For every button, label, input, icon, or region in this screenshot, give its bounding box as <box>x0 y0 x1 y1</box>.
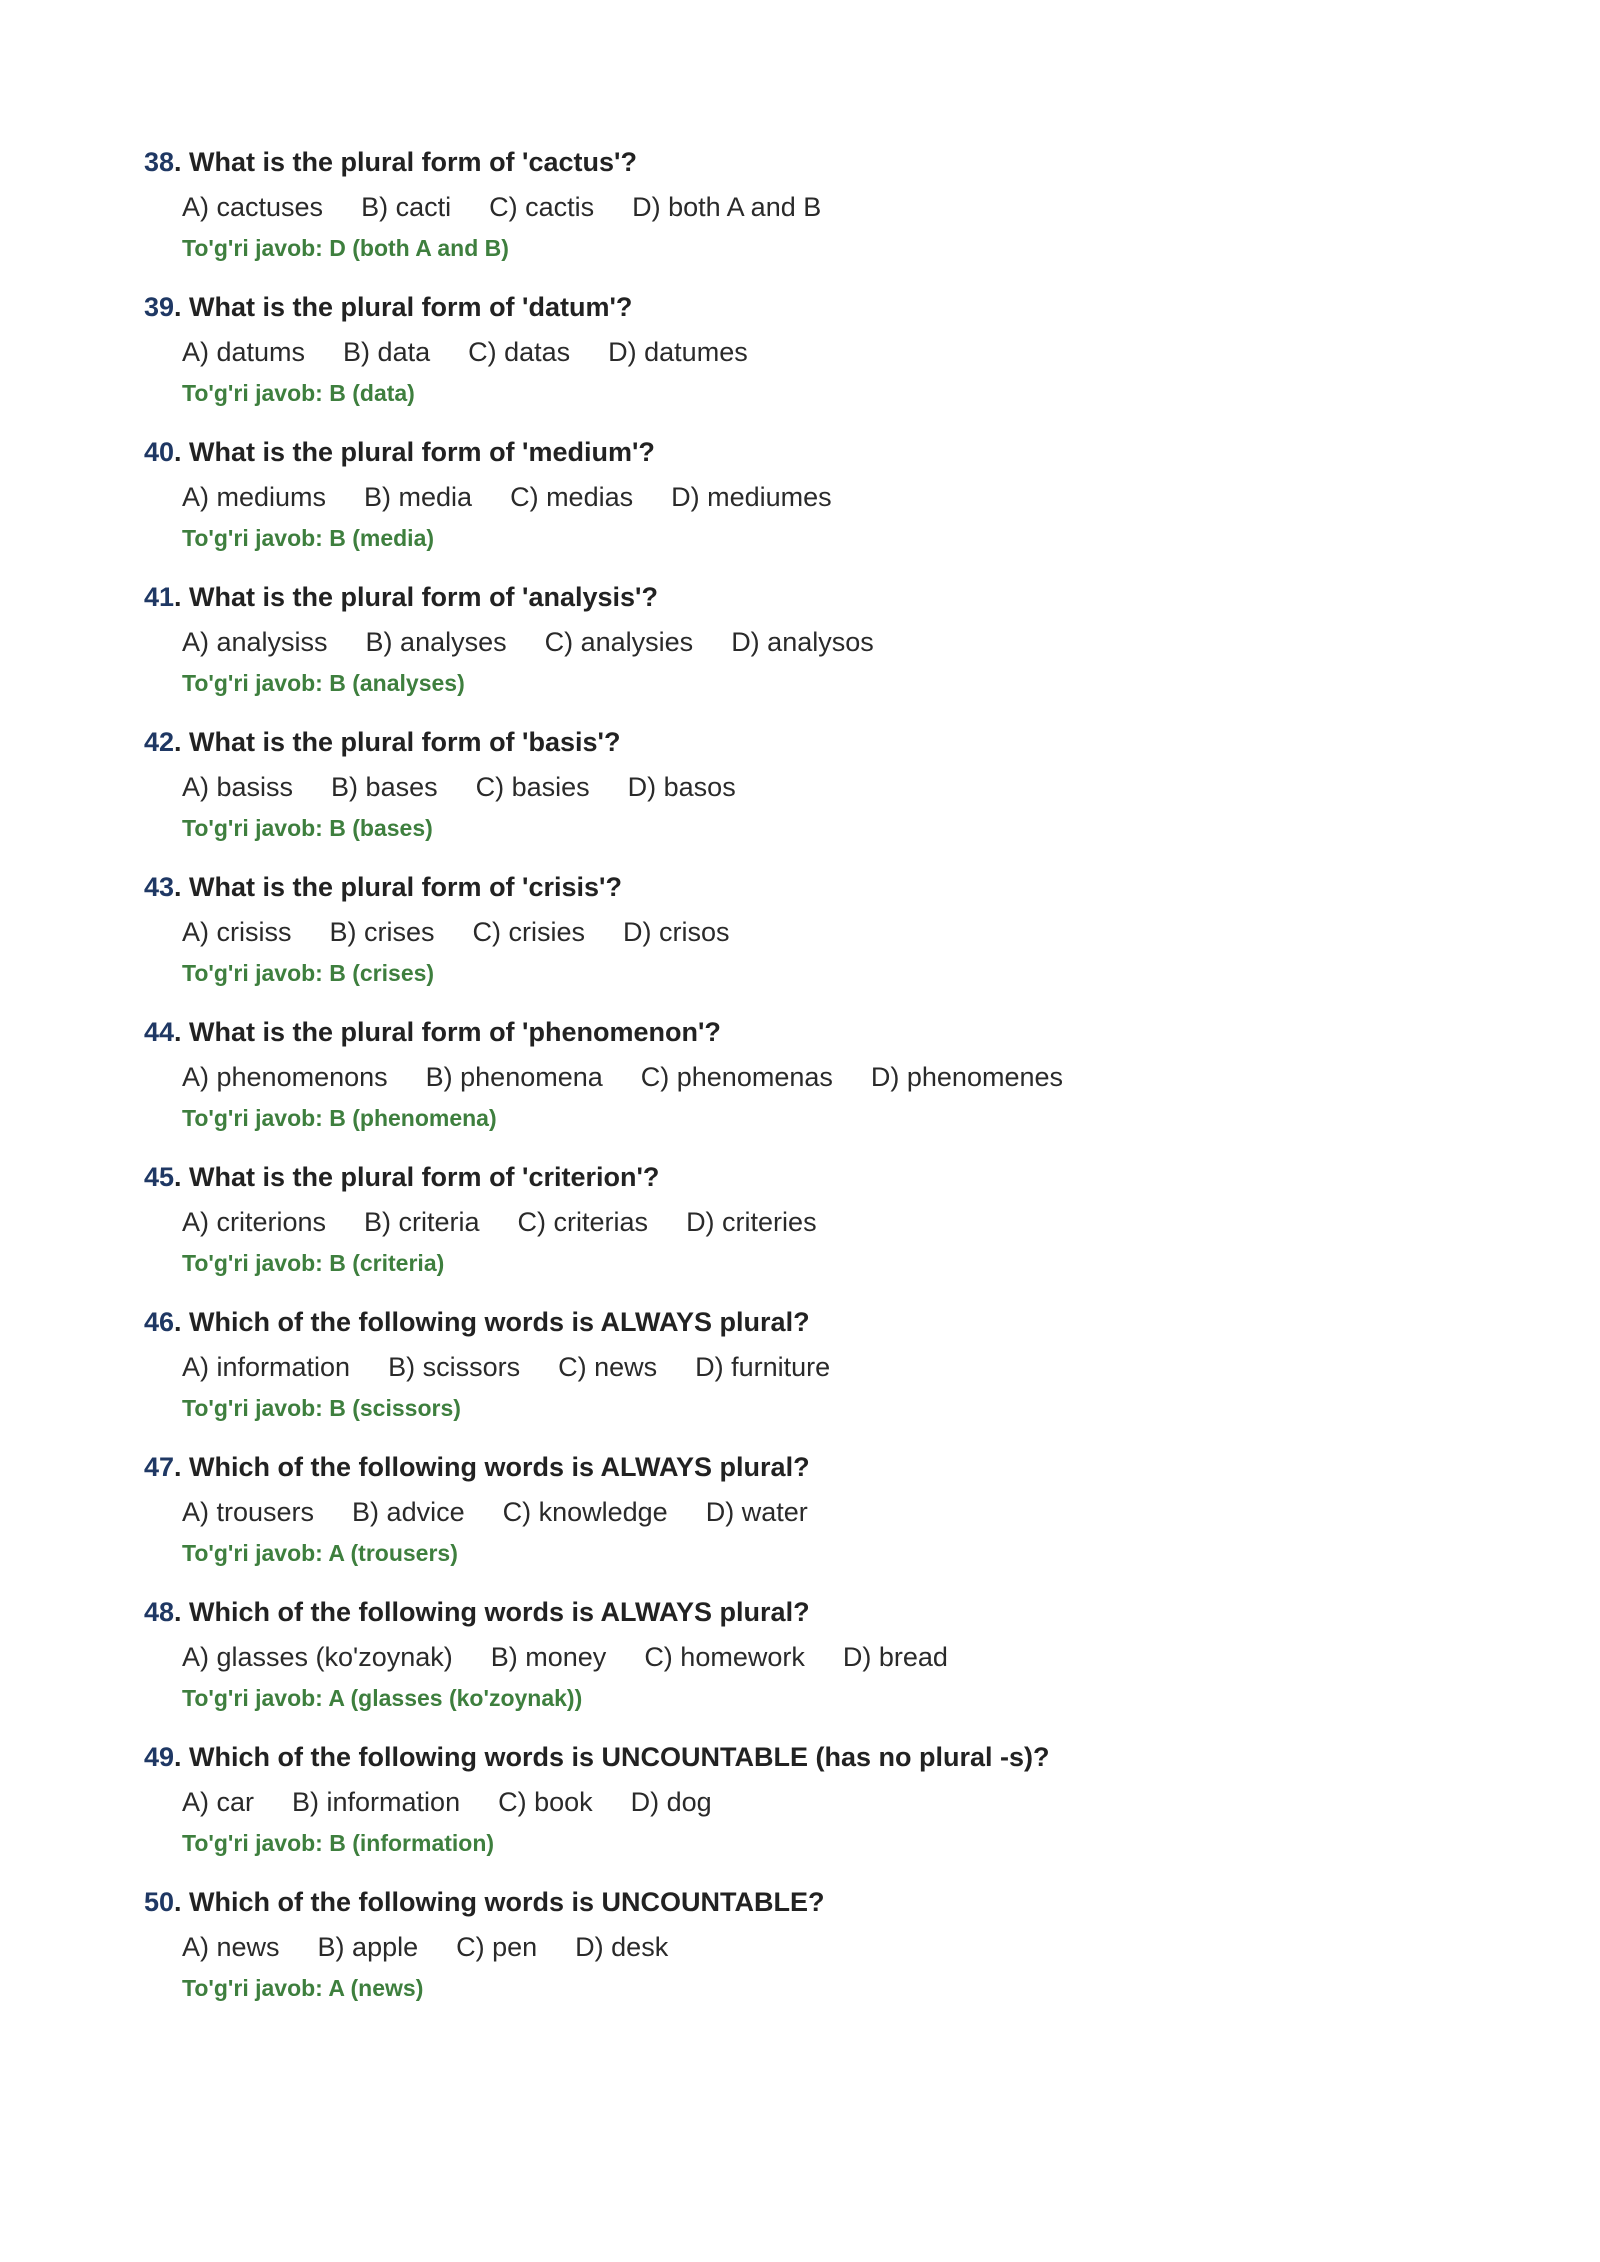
option-d: D) dog <box>630 1787 712 1817</box>
question-text: . What is the plural form of 'basis'? <box>174 727 621 757</box>
options-row <box>182 1496 1494 1528</box>
option-c: C) crisies <box>472 917 586 947</box>
option-b: B) media <box>364 482 473 512</box>
option-d: D) phenomenes <box>870 1062 1064 1092</box>
correct-answer: To'g'ri javob: B (phenomena) <box>182 1105 497 1131</box>
question-39 <box>144 291 1494 407</box>
question-title <box>144 1596 1494 1628</box>
option-a: A) glasses (ko'zoynak) <box>182 1642 453 1672</box>
correct-answer: To'g'ri javob: B (data) <box>182 380 415 406</box>
option-b: B) scissors <box>388 1352 521 1382</box>
question-38 <box>144 146 1494 262</box>
option-c: C) book <box>498 1787 593 1817</box>
options-row <box>182 1206 1494 1238</box>
question-number: 46 <box>144 1307 175 1337</box>
correct-answer: To'g'ri javob: B (crises) <box>182 960 435 986</box>
question-45 <box>144 1161 1494 1277</box>
correct-answer: To'g'ri javob: A (trousers) <box>182 1540 458 1566</box>
question-text: . What is the plural form of 'cactus'? <box>174 147 637 177</box>
option-a: A) datums <box>182 337 306 367</box>
question-41 <box>144 581 1494 697</box>
options-row <box>182 1786 1494 1818</box>
option-b: B) cacti <box>361 192 452 222</box>
option-b: B) bases <box>331 772 438 802</box>
question-title <box>144 1161 1494 1193</box>
question-number: 48 <box>144 1597 175 1627</box>
option-d: D) both A and B <box>632 192 822 222</box>
question-48 <box>144 1596 1494 1712</box>
question-number: 50 <box>144 1887 175 1917</box>
option-d: D) mediumes <box>671 482 832 512</box>
question-number: 41 <box>144 582 175 612</box>
option-a: A) mediums <box>182 482 327 512</box>
option-d: D) crisos <box>623 917 730 947</box>
option-a: A) basiss <box>182 772 294 802</box>
option-a: A) cactuses <box>182 192 324 222</box>
options-row <box>182 1061 1494 1093</box>
question-text: . What is the plural form of 'medium'? <box>174 437 655 467</box>
question-number: 49 <box>144 1742 175 1772</box>
option-a: A) car <box>182 1787 255 1817</box>
question-number: 47 <box>144 1452 175 1482</box>
option-c: C) cactis <box>489 192 595 222</box>
question-text: . Which of the following words is ALWAYS plural? <box>174 1597 810 1627</box>
question-title <box>144 581 1494 613</box>
question-42 <box>144 726 1494 842</box>
question-number: 39 <box>144 292 175 322</box>
question-title <box>144 291 1494 323</box>
option-a: A) criterions <box>182 1207 327 1237</box>
option-a: A) analysiss <box>182 627 328 657</box>
option-b: B) crises <box>329 917 435 947</box>
options-row <box>182 336 1494 368</box>
correct-answer: To'g'ri javob: A (news) <box>182 1975 424 2001</box>
correct-answer: To'g'ri javob: B (media) <box>182 525 435 551</box>
option-b: B) money <box>490 1642 607 1672</box>
question-text: . Which of the following words is UNCOUNTABLE? <box>174 1887 825 1917</box>
question-50 <box>144 1886 1494 2002</box>
option-b: B) apple <box>317 1932 419 1962</box>
option-a: A) crisiss <box>182 917 292 947</box>
option-a: A) trousers <box>182 1497 315 1527</box>
option-d: D) desk <box>575 1932 669 1962</box>
question-text: . Which of the following words is ALWAYS plural? <box>174 1452 810 1482</box>
option-c: C) analysies <box>544 627 694 657</box>
option-b: B) analyses <box>365 627 507 657</box>
options-row <box>182 191 1494 223</box>
option-d: D) criteries <box>686 1207 817 1237</box>
option-c: C) news <box>558 1352 658 1382</box>
question-title <box>144 1016 1494 1048</box>
question-text: . What is the plural form of 'criterion'? <box>174 1162 660 1192</box>
correct-answer: To'g'ri javob: B (bases) <box>182 815 433 841</box>
options-row <box>182 1641 1494 1673</box>
question-49 <box>144 1741 1494 1857</box>
option-d: D) basos <box>627 772 736 802</box>
correct-answer: To'g'ri javob: B (scissors) <box>182 1395 461 1421</box>
option-d: D) bread <box>842 1642 948 1672</box>
question-number: 45 <box>144 1162 175 1192</box>
question-number: 43 <box>144 872 175 902</box>
option-c: C) pen <box>456 1932 538 1962</box>
question-text: . Which of the following words is ALWAYS plural? <box>174 1307 810 1337</box>
option-d: D) water <box>705 1497 808 1527</box>
options-row <box>182 771 1494 803</box>
question-43 <box>144 871 1494 987</box>
options-row <box>182 626 1494 658</box>
question-title <box>144 1451 1494 1483</box>
correct-answer: To'g'ri javob: A (glasses (ko'zoynak)) <box>182 1685 583 1711</box>
question-text: . Which of the following words is UNCOUNTABLE (has no plural -s)? <box>174 1742 1050 1772</box>
question-40 <box>144 436 1494 552</box>
question-title <box>144 436 1494 468</box>
option-b: B) advice <box>352 1497 465 1527</box>
question-title <box>144 146 1494 178</box>
option-a: A) information <box>182 1352 351 1382</box>
correct-answer: To'g'ri javob: D (both A and B) <box>182 235 509 261</box>
question-text: . What is the plural form of 'datum'? <box>174 292 633 322</box>
options-row <box>182 481 1494 513</box>
option-a: A) phenomenons <box>182 1062 388 1092</box>
option-d: D) furniture <box>695 1352 831 1382</box>
option-c: C) knowledge <box>502 1497 668 1527</box>
question-title <box>144 1741 1494 1773</box>
question-title <box>144 1886 1494 1918</box>
option-c: C) datas <box>468 337 571 367</box>
question-number: 44 <box>144 1017 175 1047</box>
options-row <box>182 1351 1494 1383</box>
option-b: B) data <box>343 337 431 367</box>
question-title <box>144 1306 1494 1338</box>
question-46 <box>144 1306 1494 1422</box>
option-d: D) analysos <box>731 627 874 657</box>
question-number: 40 <box>144 437 175 467</box>
question-number: 38 <box>144 147 175 177</box>
option-c: C) criterias <box>517 1207 649 1237</box>
question-title <box>144 871 1494 903</box>
correct-answer: To'g'ri javob: B (information) <box>182 1830 495 1856</box>
options-row <box>182 1931 1494 1963</box>
options-row <box>182 916 1494 948</box>
option-c: C) homework <box>644 1642 805 1672</box>
question-title <box>144 726 1494 758</box>
option-c: C) phenomenas <box>640 1062 833 1092</box>
question-44 <box>144 1016 1494 1132</box>
question-text: . What is the plural form of 'phenomenon'? <box>174 1017 721 1047</box>
option-c: C) basies <box>475 772 590 802</box>
option-b: B) information <box>292 1787 461 1817</box>
question-number: 42 <box>144 727 175 757</box>
option-b: B) phenomena <box>425 1062 603 1092</box>
question-text: . What is the plural form of 'analysis'? <box>174 582 658 612</box>
question-47 <box>144 1451 1494 1567</box>
question-text: . What is the plural form of 'crisis'? <box>174 872 622 902</box>
option-c: C) medias <box>510 482 634 512</box>
correct-answer: To'g'ri javob: B (analyses) <box>182 670 465 696</box>
option-b: B) criteria <box>364 1207 480 1237</box>
option-a: A) news <box>182 1932 280 1962</box>
option-d: D) datumes <box>608 337 748 367</box>
correct-answer: To'g'ri javob: B (criteria) <box>182 1250 445 1276</box>
